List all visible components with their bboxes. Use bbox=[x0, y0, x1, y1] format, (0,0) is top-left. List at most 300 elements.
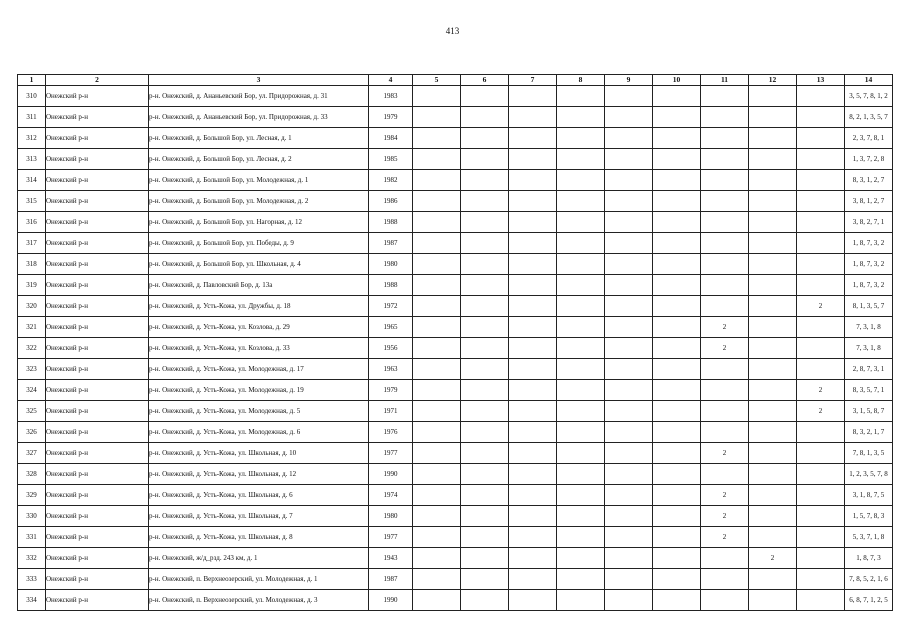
col12-cell bbox=[749, 506, 797, 527]
column-header: 5 bbox=[413, 75, 461, 86]
district-cell: Онежский р-н bbox=[46, 443, 149, 464]
row-number: 316 bbox=[18, 212, 46, 233]
empty-cell bbox=[461, 590, 509, 611]
empty-cell bbox=[461, 380, 509, 401]
empty-cell bbox=[461, 128, 509, 149]
col14-cell: 6, 8, 7, 1, 2, 5 bbox=[845, 590, 893, 611]
empty-cell bbox=[461, 338, 509, 359]
col12-cell bbox=[749, 212, 797, 233]
col14-cell: 5, 3, 7, 1, 8 bbox=[845, 527, 893, 548]
table-row bbox=[18, 107, 893, 128]
empty-cell bbox=[509, 464, 557, 485]
col14-cell: 1, 8, 7, 3, 2 bbox=[845, 275, 893, 296]
col12-cell bbox=[749, 149, 797, 170]
col14-cell: 7, 3, 1, 8 bbox=[845, 317, 893, 338]
empty-cell bbox=[653, 128, 701, 149]
empty-cell bbox=[509, 233, 557, 254]
address-cell: р-н. Онежский, д. Усть-Кожа, ул. Молодежная, д. 17 bbox=[149, 359, 369, 380]
year-cell: 1977 bbox=[369, 443, 413, 464]
col12-cell bbox=[749, 296, 797, 317]
address-cell: р-н. Онежский, п. Верхнеозерский, ул. Молодежная, д. 1 bbox=[149, 569, 369, 590]
empty-cell bbox=[605, 212, 653, 233]
col12-cell bbox=[749, 338, 797, 359]
col12-cell: 2 bbox=[749, 548, 797, 569]
empty-cell bbox=[461, 569, 509, 590]
empty-cell bbox=[413, 212, 461, 233]
empty-cell bbox=[413, 527, 461, 548]
registry-table bbox=[17, 74, 893, 611]
empty-cell bbox=[461, 527, 509, 548]
column-header: 8 bbox=[557, 75, 605, 86]
year-cell: 1982 bbox=[369, 170, 413, 191]
col11-cell bbox=[701, 191, 749, 212]
year-cell: 1943 bbox=[369, 548, 413, 569]
empty-cell bbox=[413, 338, 461, 359]
empty-cell bbox=[461, 107, 509, 128]
table-row bbox=[18, 380, 893, 401]
district-cell: Онежский р-н bbox=[46, 254, 149, 275]
empty-cell bbox=[509, 254, 557, 275]
col13-cell bbox=[797, 359, 845, 380]
empty-cell bbox=[605, 170, 653, 191]
table-row bbox=[18, 485, 893, 506]
col14-cell: 1, 2, 3, 5, 7, 8 bbox=[845, 464, 893, 485]
col13-cell bbox=[797, 275, 845, 296]
row-number: 311 bbox=[18, 107, 46, 128]
col14-cell: 7, 8, 1, 3, 5 bbox=[845, 443, 893, 464]
year-cell: 1980 bbox=[369, 254, 413, 275]
empty-cell bbox=[605, 233, 653, 254]
district-cell: Онежский р-н bbox=[46, 485, 149, 506]
empty-cell bbox=[605, 464, 653, 485]
empty-cell bbox=[605, 317, 653, 338]
empty-cell bbox=[509, 338, 557, 359]
year-cell: 1980 bbox=[369, 506, 413, 527]
empty-cell bbox=[653, 506, 701, 527]
empty-cell bbox=[413, 359, 461, 380]
col11-cell bbox=[701, 359, 749, 380]
row-number: 330 bbox=[18, 506, 46, 527]
empty-cell bbox=[605, 380, 653, 401]
col11-cell bbox=[701, 569, 749, 590]
col12-cell bbox=[749, 569, 797, 590]
address-cell: р-н. Онежский, д. Усть-Кожа, ул. Школьная, д. 12 bbox=[149, 464, 369, 485]
empty-cell bbox=[509, 485, 557, 506]
empty-cell bbox=[461, 485, 509, 506]
column-header: 7 bbox=[509, 75, 557, 86]
col13-cell bbox=[797, 128, 845, 149]
district-cell: Онежский р-н bbox=[46, 569, 149, 590]
col13-cell bbox=[797, 317, 845, 338]
col11-cell bbox=[701, 401, 749, 422]
empty-cell bbox=[605, 548, 653, 569]
empty-cell bbox=[413, 569, 461, 590]
col14-cell: 3, 5, 7, 8, 1, 2 bbox=[845, 86, 893, 107]
column-header: 2 bbox=[46, 75, 149, 86]
empty-cell bbox=[653, 233, 701, 254]
empty-cell bbox=[413, 86, 461, 107]
district-cell: Онежский р-н bbox=[46, 128, 149, 149]
col12-cell bbox=[749, 527, 797, 548]
empty-cell bbox=[605, 422, 653, 443]
row-number: 320 bbox=[18, 296, 46, 317]
row-number: 319 bbox=[18, 275, 46, 296]
table-row bbox=[18, 443, 893, 464]
district-cell: Онежский р-н bbox=[46, 296, 149, 317]
col12-cell bbox=[749, 422, 797, 443]
empty-cell bbox=[557, 170, 605, 191]
empty-cell bbox=[413, 233, 461, 254]
row-number: 314 bbox=[18, 170, 46, 191]
row-number: 315 bbox=[18, 191, 46, 212]
address-cell: р-н. Онежский, д. Усть-Кожа, ул. Молодежная, д. 6 bbox=[149, 422, 369, 443]
empty-cell bbox=[557, 254, 605, 275]
year-cell: 1977 bbox=[369, 527, 413, 548]
empty-cell bbox=[509, 380, 557, 401]
address-cell: р-н. Онежский, д. Усть-Кожа, ул. Козлова, д. 29 bbox=[149, 317, 369, 338]
empty-cell bbox=[413, 128, 461, 149]
empty-cell bbox=[413, 296, 461, 317]
empty-cell bbox=[461, 254, 509, 275]
col14-cell: 1, 8, 7, 3, 2 bbox=[845, 254, 893, 275]
col12-cell bbox=[749, 317, 797, 338]
col13-cell bbox=[797, 569, 845, 590]
col14-cell: 2, 3, 7, 8, 1 bbox=[845, 128, 893, 149]
address-cell: р-н. Онежский, д. Павловский Бор, д. 13а bbox=[149, 275, 369, 296]
empty-cell bbox=[509, 191, 557, 212]
empty-cell bbox=[509, 527, 557, 548]
empty-cell bbox=[605, 338, 653, 359]
empty-cell bbox=[557, 191, 605, 212]
col14-cell: 8, 2, 1, 3, 5, 7 bbox=[845, 107, 893, 128]
address-cell: р-н. Онежский, д. Усть-Кожа, ул. Школьная, д. 7 bbox=[149, 506, 369, 527]
row-number: 333 bbox=[18, 569, 46, 590]
year-cell: 1987 bbox=[369, 233, 413, 254]
empty-cell bbox=[461, 86, 509, 107]
table-row bbox=[18, 254, 893, 275]
address-cell: р-н. Онежский, д. Большой Бор, ул. Нагорная, д. 12 bbox=[149, 212, 369, 233]
empty-cell bbox=[605, 527, 653, 548]
col12-cell bbox=[749, 233, 797, 254]
district-cell: Онежский р-н bbox=[46, 86, 149, 107]
col12-cell bbox=[749, 191, 797, 212]
col11-cell: 2 bbox=[701, 317, 749, 338]
empty-cell bbox=[461, 212, 509, 233]
column-header: 11 bbox=[701, 75, 749, 86]
empty-cell bbox=[509, 275, 557, 296]
district-cell: Онежский р-н bbox=[46, 506, 149, 527]
empty-cell bbox=[653, 338, 701, 359]
empty-cell bbox=[653, 569, 701, 590]
district-cell: Онежский р-н bbox=[46, 590, 149, 611]
district-cell: Онежский р-н bbox=[46, 107, 149, 128]
table-row bbox=[18, 527, 893, 548]
empty-cell bbox=[509, 443, 557, 464]
district-cell: Онежский р-н bbox=[46, 422, 149, 443]
year-cell: 1979 bbox=[369, 380, 413, 401]
column-header: 9 bbox=[605, 75, 653, 86]
col14-cell: 1, 8, 7, 3 bbox=[845, 548, 893, 569]
empty-cell bbox=[605, 569, 653, 590]
col11-cell bbox=[701, 464, 749, 485]
column-header: 10 bbox=[653, 75, 701, 86]
empty-cell bbox=[557, 380, 605, 401]
empty-cell bbox=[557, 422, 605, 443]
year-cell: 1985 bbox=[369, 149, 413, 170]
col14-cell: 3, 1, 5, 8, 7 bbox=[845, 401, 893, 422]
empty-cell bbox=[461, 506, 509, 527]
table-row bbox=[18, 212, 893, 233]
district-cell: Онежский р-н bbox=[46, 149, 149, 170]
row-number: 310 bbox=[18, 86, 46, 107]
empty-cell bbox=[509, 86, 557, 107]
column-header: 1 bbox=[18, 75, 46, 86]
address-cell: р-н. Онежский, ж/д_рзд. 243 км, д. 1 bbox=[149, 548, 369, 569]
empty-cell bbox=[653, 422, 701, 443]
col13-cell bbox=[797, 590, 845, 611]
col13-cell bbox=[797, 485, 845, 506]
col14-cell: 1, 5, 7, 8, 3 bbox=[845, 506, 893, 527]
col11-cell bbox=[701, 128, 749, 149]
address-cell: р-н. Онежский, д. Усть-Кожа, ул. Молодежная, д. 5 bbox=[149, 401, 369, 422]
empty-cell bbox=[653, 401, 701, 422]
row-number: 326 bbox=[18, 422, 46, 443]
empty-cell bbox=[605, 149, 653, 170]
empty-cell bbox=[653, 254, 701, 275]
address-cell: р-н. Онежский, д. Ананьевский Бор, ул. Придорожная, д. 33 bbox=[149, 107, 369, 128]
table-row bbox=[18, 548, 893, 569]
col13-cell bbox=[797, 107, 845, 128]
table-row bbox=[18, 590, 893, 611]
empty-cell bbox=[653, 296, 701, 317]
col13-cell: 2 bbox=[797, 401, 845, 422]
col14-cell: 8, 3, 5, 7, 1 bbox=[845, 380, 893, 401]
empty-cell bbox=[557, 548, 605, 569]
empty-cell bbox=[413, 380, 461, 401]
table-row bbox=[18, 296, 893, 317]
address-cell: р-н. Онежский, д. Большой Бор, ул. Лесная, д. 2 bbox=[149, 149, 369, 170]
col12-cell bbox=[749, 86, 797, 107]
col11-cell bbox=[701, 212, 749, 233]
empty-cell bbox=[653, 170, 701, 191]
empty-cell bbox=[557, 212, 605, 233]
year-cell: 1965 bbox=[369, 317, 413, 338]
table-row bbox=[18, 317, 893, 338]
year-cell: 1979 bbox=[369, 107, 413, 128]
col13-cell bbox=[797, 170, 845, 191]
empty-cell bbox=[605, 275, 653, 296]
col13-cell bbox=[797, 86, 845, 107]
row-number: 313 bbox=[18, 149, 46, 170]
empty-cell bbox=[413, 149, 461, 170]
district-cell: Онежский р-н bbox=[46, 527, 149, 548]
empty-cell bbox=[653, 107, 701, 128]
year-cell: 1956 bbox=[369, 338, 413, 359]
empty-cell bbox=[461, 443, 509, 464]
district-cell: Онежский р-н bbox=[46, 401, 149, 422]
empty-cell bbox=[653, 317, 701, 338]
table-row bbox=[18, 422, 893, 443]
row-number: 328 bbox=[18, 464, 46, 485]
empty-cell bbox=[557, 401, 605, 422]
district-cell: Онежский р-н bbox=[46, 359, 149, 380]
empty-cell bbox=[509, 149, 557, 170]
row-number: 322 bbox=[18, 338, 46, 359]
empty-cell bbox=[557, 275, 605, 296]
col11-cell bbox=[701, 296, 749, 317]
col14-cell: 2, 8, 7, 3, 1 bbox=[845, 359, 893, 380]
col11-cell bbox=[701, 86, 749, 107]
col11-cell: 2 bbox=[701, 485, 749, 506]
empty-cell bbox=[605, 401, 653, 422]
table-row bbox=[18, 338, 893, 359]
col12-cell bbox=[749, 359, 797, 380]
col13-cell bbox=[797, 338, 845, 359]
year-cell: 1988 bbox=[369, 212, 413, 233]
empty-cell bbox=[509, 128, 557, 149]
col12-cell bbox=[749, 485, 797, 506]
empty-cell bbox=[509, 212, 557, 233]
year-cell: 1986 bbox=[369, 191, 413, 212]
address-cell: р-н. Онежский, д. Усть-Кожа, ул. Школьная, д. 6 bbox=[149, 485, 369, 506]
col11-cell: 2 bbox=[701, 527, 749, 548]
year-cell: 1988 bbox=[369, 275, 413, 296]
col12-cell bbox=[749, 254, 797, 275]
empty-cell bbox=[413, 317, 461, 338]
address-cell: р-н. Онежский, д. Большой Бор, ул. Школьная, д. 4 bbox=[149, 254, 369, 275]
column-header: 14 bbox=[845, 75, 893, 86]
address-cell: р-н. Онежский, д. Большой Бор, ул. Молодежная, д. 1 bbox=[149, 170, 369, 191]
empty-cell bbox=[653, 149, 701, 170]
empty-cell bbox=[557, 569, 605, 590]
table-row bbox=[18, 359, 893, 380]
row-number: 312 bbox=[18, 128, 46, 149]
empty-cell bbox=[509, 422, 557, 443]
col14-cell: 3, 8, 2, 7, 1 bbox=[845, 212, 893, 233]
empty-cell bbox=[557, 338, 605, 359]
col14-cell: 8, 1, 3, 5, 7 bbox=[845, 296, 893, 317]
empty-cell bbox=[557, 233, 605, 254]
table-row bbox=[18, 569, 893, 590]
empty-cell bbox=[509, 359, 557, 380]
empty-cell bbox=[557, 527, 605, 548]
empty-cell bbox=[413, 464, 461, 485]
empty-cell bbox=[605, 443, 653, 464]
col11-cell bbox=[701, 149, 749, 170]
col13-cell bbox=[797, 422, 845, 443]
col11-cell bbox=[701, 254, 749, 275]
year-cell: 1983 bbox=[369, 86, 413, 107]
col12-cell bbox=[749, 128, 797, 149]
col12-cell bbox=[749, 464, 797, 485]
row-number: 318 bbox=[18, 254, 46, 275]
row-number: 332 bbox=[18, 548, 46, 569]
col12-cell bbox=[749, 380, 797, 401]
district-cell: Онежский р-н bbox=[46, 380, 149, 401]
col13-cell bbox=[797, 191, 845, 212]
year-cell: 1990 bbox=[369, 464, 413, 485]
col13-cell: 2 bbox=[797, 296, 845, 317]
empty-cell bbox=[557, 590, 605, 611]
col13-cell bbox=[797, 443, 845, 464]
empty-cell bbox=[653, 527, 701, 548]
col13-cell: 2 bbox=[797, 380, 845, 401]
empty-cell bbox=[653, 191, 701, 212]
col13-cell bbox=[797, 548, 845, 569]
empty-cell bbox=[413, 254, 461, 275]
district-cell: Онежский р-н bbox=[46, 212, 149, 233]
row-number: 329 bbox=[18, 485, 46, 506]
column-header: 13 bbox=[797, 75, 845, 86]
row-number: 327 bbox=[18, 443, 46, 464]
district-cell: Онежский р-н bbox=[46, 191, 149, 212]
row-number: 331 bbox=[18, 527, 46, 548]
address-cell: р-н. Онежский, д. Усть-Кожа, ул. Школьная, д. 10 bbox=[149, 443, 369, 464]
col11-cell bbox=[701, 170, 749, 191]
empty-cell bbox=[653, 212, 701, 233]
empty-cell bbox=[653, 548, 701, 569]
empty-cell bbox=[413, 506, 461, 527]
empty-cell bbox=[413, 401, 461, 422]
row-number: 334 bbox=[18, 590, 46, 611]
district-cell: Онежский р-н bbox=[46, 170, 149, 191]
col11-cell bbox=[701, 233, 749, 254]
page-number: 413 bbox=[445, 26, 460, 36]
column-header: 6 bbox=[461, 75, 509, 86]
district-cell: Онежский р-н bbox=[46, 338, 149, 359]
empty-cell bbox=[557, 359, 605, 380]
col12-cell bbox=[749, 275, 797, 296]
col12-cell bbox=[749, 590, 797, 611]
empty-cell bbox=[653, 359, 701, 380]
empty-cell bbox=[509, 317, 557, 338]
col14-cell: 7, 8, 5, 2, 1, 6 bbox=[845, 569, 893, 590]
table-row bbox=[18, 86, 893, 107]
empty-cell bbox=[461, 149, 509, 170]
empty-cell bbox=[461, 464, 509, 485]
empty-cell bbox=[413, 170, 461, 191]
empty-cell bbox=[557, 107, 605, 128]
empty-cell bbox=[413, 443, 461, 464]
col13-cell bbox=[797, 233, 845, 254]
col14-cell: 1, 8, 7, 3, 2 bbox=[845, 233, 893, 254]
year-cell: 1984 bbox=[369, 128, 413, 149]
district-cell: Онежский р-н bbox=[46, 233, 149, 254]
col11-cell bbox=[701, 275, 749, 296]
col11-cell: 2 bbox=[701, 338, 749, 359]
empty-cell bbox=[509, 548, 557, 569]
empty-cell bbox=[605, 128, 653, 149]
year-cell: 1963 bbox=[369, 359, 413, 380]
empty-cell bbox=[461, 191, 509, 212]
table-row bbox=[18, 233, 893, 254]
empty-cell bbox=[509, 506, 557, 527]
empty-cell bbox=[461, 359, 509, 380]
address-cell: р-н. Онежский, д. Усть-Кожа, ул. Школьная, д. 8 bbox=[149, 527, 369, 548]
row-number: 324 bbox=[18, 380, 46, 401]
row-number: 317 bbox=[18, 233, 46, 254]
empty-cell bbox=[653, 380, 701, 401]
empty-cell bbox=[605, 86, 653, 107]
col11-cell bbox=[701, 107, 749, 128]
district-cell: Онежский р-н bbox=[46, 275, 149, 296]
empty-cell bbox=[461, 401, 509, 422]
empty-cell bbox=[413, 275, 461, 296]
col13-cell bbox=[797, 212, 845, 233]
address-cell: р-н. Онежский, д. Ананьевский Бор, ул. Придорожная, д. 31 bbox=[149, 86, 369, 107]
col14-cell: 3, 1, 8, 7, 5 bbox=[845, 485, 893, 506]
empty-cell bbox=[509, 401, 557, 422]
